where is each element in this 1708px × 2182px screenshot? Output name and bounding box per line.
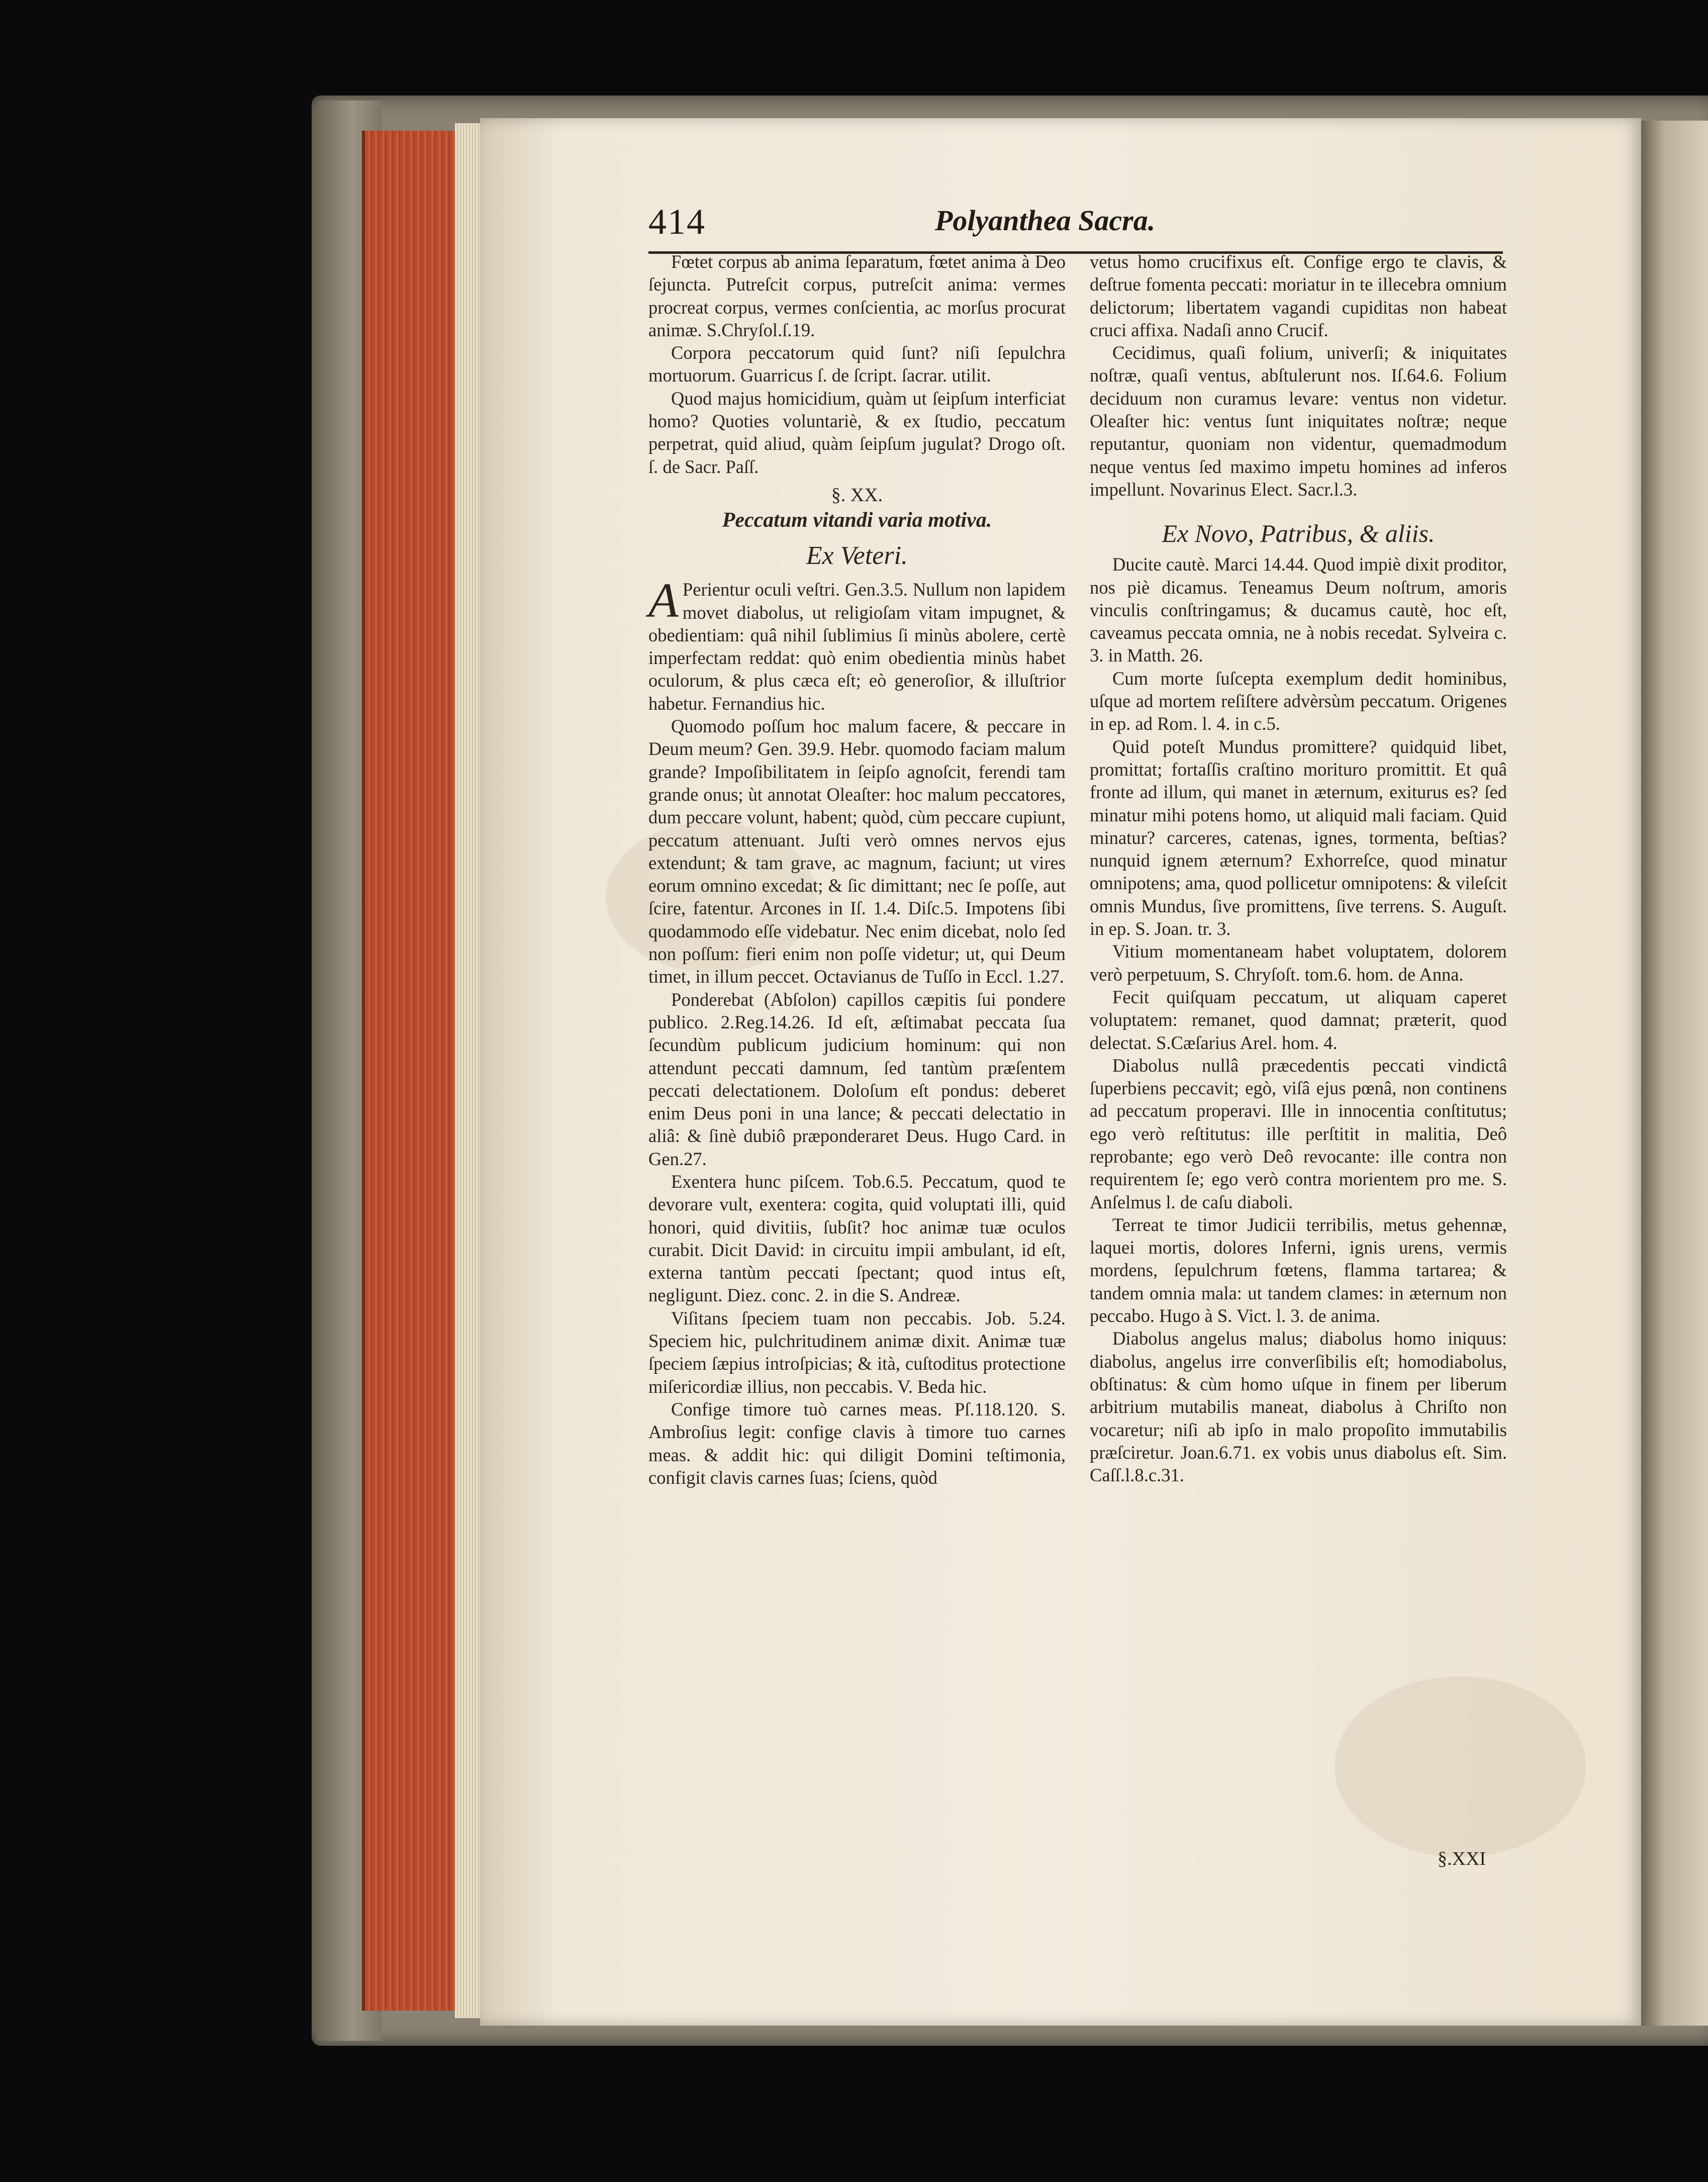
paper-stain [1335, 1676, 1586, 1857]
paragraph: Quid poteſt Mundus promittere? quidquid libet, promittat; fortaſſis craſtino moriturо promittit. Et quâ fronte ad illum, qui manet in æternum, exiturus es? ſed minatur mihi potens homo, ut aliquid mali faciam. Quid minatur? carceres, catenas, ignes, tormenta, beſtias? nunquid ignem æternum? Exhorreſce, quod minatur omnipotens; ama, quod pollicetur omnipotens: & vileſcit omnis Mundus, ſive promittens, ſive terrens. S. Auguſt. in ep. S. Joan. tr. 3. [1090, 736, 1507, 939]
paragraph: Quod majus homicidium, quàm ut ſeipſum interficiat homo? Quoties voluntariè, & ex ſtudio, peccatum perpetrat, quid aliud, quàm ſeipſum jugulat? Drogo oſt. ſ. de Sacr. Paſſ. [648, 388, 1066, 477]
right-column [1090, 250, 1507, 1486]
paragraph: Corpora peccatorum quid ſunt? niſi ſepulchra mortuorum. Guarricus ſ. de ſcript. ſacrar. utilit. [648, 342, 1066, 386]
page-header [648, 201, 1503, 254]
paragraph: Fecit quiſquam peccatum, ut aliquam caperet voluptatem: remanet, quod damnat; præterit, quod delectat. S.Cæſarius Arel. hom. 4. [1090, 986, 1507, 1053]
running-title: Polyanthea Sacra. [935, 204, 1156, 237]
paragraph: Vitium momentaneam habet voluptatem, dolorem verò perpetuum, S. Chryſoſt. tom.6. hom. de Anna. [1090, 941, 1507, 985]
paragraph: Exentera hunc piſcem. Tob.6.5. Peccatum, quod te devorare vult, exentera: cogita, quid voluptati illi, quid honori, quid divitiis, ſubſit? hoc animæ tuæ oculos curabit. Dicit David: in circuitu impii ambulant, id eſt, externa tantùm peccati ſpectant; quod intus eſt, negligunt. Diez. conc. 2. in die S. Andreæ. [648, 1171, 1066, 1306]
red-page-edges [362, 131, 465, 2011]
paragraph-text: Perientur oculi veſtri. Gen.3.5. Nullum non lapidem movet diabolus, ut religioſam vitam impugnet, & obedientiam: quâ nihil ſublimius ſi minùs abolere, certè imperfectam reddat: quò enim obedientia minùs habet oculorum, & plus cæca eſt; eò generoſior, & illuſtrior habetur. Fernandius hic. [648, 579, 1066, 714]
subheading: Ex Veteri. [806, 541, 908, 571]
section-number: §. XX. [831, 484, 883, 506]
subheading: Ex Novo, Patribus, & aliis. [1162, 519, 1435, 548]
left-column [648, 250, 1066, 1489]
catchword: §.XXI [1438, 1848, 1486, 1869]
paragraph-with-dropcap [648, 574, 1066, 715]
paragraph: vetus homo crucifixus eſt. Confige ergo te clavis, & deſtrue fomenta peccati: moriatur in te illecebra omnium delictorum; libertatem vagandi cupiditas non habeat cruci affixa. Nadaſi anno Crucif. [1090, 251, 1507, 340]
paragraph: Confige timore tuò carnes meas. Pſ.118.120. S. Ambroſius legit: confige clavis à timore tuo carnes meas. & addit hic: qui diligit Domini teſtimonia, configit clavis carnes ſuas; ſciens, quòd [648, 1398, 1066, 1488]
paragraph: Diabolus angelus malus; diabolus homo iniquus: diabolus, angelus irre converſibilis eſt; homodiabolus, obſtinatus: & cùm homo uſque in finem per liberum arbitrium mutabilis maneat, diabolus à Chriſto non vocaretur; niſi ab ipſo in malo propoſito immutabilis præſciretur. Joan.6.71. ex vobis unus diabolus eſt. Sim. Caſſ.l.8.c.31. [1090, 1328, 1507, 1486]
paragraph: Cecidimus, quaſi folium, univerſi; & iniquitates noſtræ, quaſi ventus, abſtulerunt nos. Iſ.64.6. Folium deciduum non curamus levare: ventus non videtur. Oleaſter hic: ventus ſunt iniquitates noſtræ; neque reputantur, quoniam non videntur, quemadmodum neque ventus ſed maximo impetu homines ad inferos impellunt. Novarinus Elect. Sacr.l.3. [1090, 342, 1507, 500]
section-title: Peccatum vitandi varia motiva. [722, 509, 992, 532]
paragraph: Viſitans ſpeciem tuam non peccabis. Job. 5.24. Speciem hic, pulchritudinem animæ dixit. Animæ tuæ ſpeciem ſæpius introſpicias; & ità, cuſtoditus protectione miſericordiæ illius, non peccabis. V. Beda hic. [648, 1307, 1066, 1397]
paragraph: Ducite cautè. Marci 14.44. Quod impiè dixit proditor, nos piè dicamus. Teneamus Deum noſtrum, amoris vinculis conſtringamus; & ducamus cautè, hoc eſt, caveamus peccata omnia, ne à nobis recedat. Sylveira c. 3. in Matth. 26. [1090, 554, 1507, 666]
paragraph: Terreat te timor Judicii terribilis, metus gehennæ, laquei mortis, dolores Inferni, ignis urens, vermis mordens, ſepulchrum fœtens, flamma tartarea; & tandem omnia mala: ut tandem clames: in æternum non peccabo. Hugo à S. Vict. l. 3. de anima. [1090, 1214, 1507, 1326]
paragraph: Cum morte ſuſcepta exemplum dedit hominibus, uſque ad mortem reſiſtere advèrsùm peccatum. Origenes in ep. ad Rom. l. 4. in c.5. [1090, 668, 1507, 734]
paragraph: Quomodo poſſum hoc malum facere, & peccare in Deum meum? Gen. 39.9. Hebr. quomodo faciam malum grande? Impoſibilitatem in ſeipſo agnoſcit, ferendi tam grande onus; ùt annotat Oleaſter: hoc malum peccatores, dum peccare volunt, habent; quòd, cùm peccare cupiunt, peccatum attenuant. Juſti verò omnes nervos ejus extendunt; & tam grave, ac magnum, faciunt; ut vires eorum omnino excedat; & ſic dimittant; nec ſe poſſe, aut ſcire, fatentur. Arcones in Iſ. 1.4. Diſc.5. Impotens ſibi quodammodo eſſe videbatur. Nec enim dicebat, nolo ſed non poſſum: fieri enim non poſſe videtur; ut, qui Deum timet, in illum peccet. Octavianus de Tuſſo in Eccl. 1.27. [648, 716, 1066, 987]
drop-capital: A [648, 574, 679, 628]
paragraph: Ponderebat (Abſolon) capillos cæpitis ſui pondere publico. 2.Reg.14.26. Id eſt, æſtimabat peccata ſua ſecundùm publicum judicium hominum: qui non attendunt peccati damnum, ſed tantùm præſentem peccati delectationem. Doloſum eſt pondus: deberet enim Deus poni in una lance; & peccati delectatio in aliâ: & ſinè dubiô præponderaret Deus. Hugo Card. in Gen.27. [648, 989, 1066, 1169]
next-page-edge [1641, 121, 1708, 2026]
paragraph: Fœtet corpus ab anima ſeparatum, fœtet anima à Deo ſejuncta. Putreſcit corpus, putreſcit anima: vermes procreat corpus, vermes conſcientia, ac morſus procurat animæ. S.Chryſol.ſ.19. [648, 251, 1066, 340]
page-number: 414 [648, 202, 706, 242]
paragraph: Diabolus nullâ præcedentis peccati vindictâ ſuperbiens peccavit; egò, viſâ ejus pœnâ, non continens ad peccatum properavi. Ille in innocentia conſtitutus; ego verò reſtitutus: ille perſtitit in malitia, Deô reprobante; ego verò Deô revocante: ille contra non requirentem ſe; ego verò contra morientem pro me. S. Anſelmus l. de caſu diaboli. [1090, 1055, 1507, 1212]
